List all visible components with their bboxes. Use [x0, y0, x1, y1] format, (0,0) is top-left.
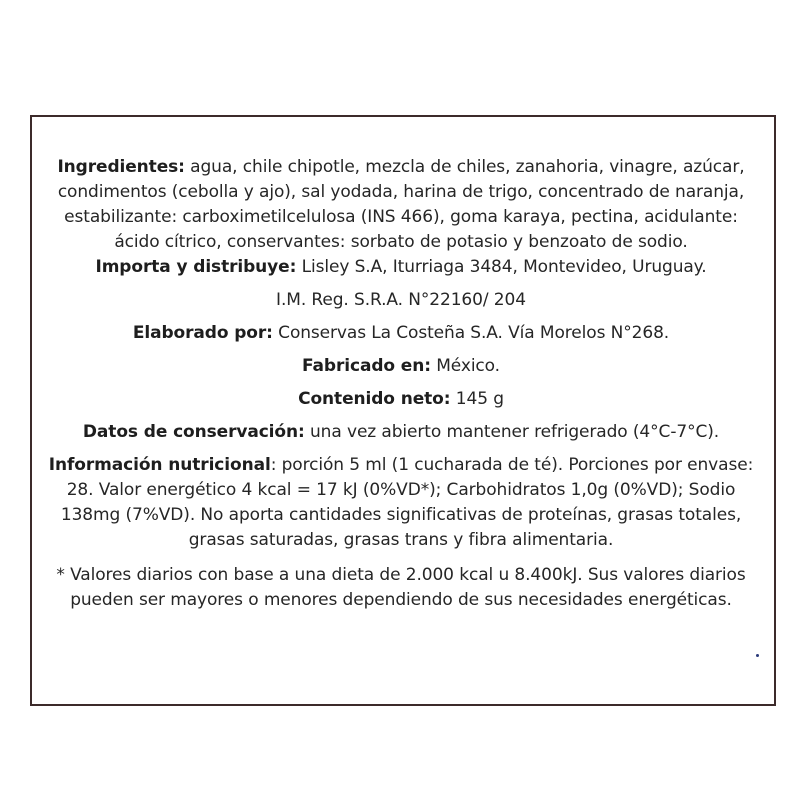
label-content	[44, 155, 758, 613]
footnote-text: * Valores diarios con base a una dieta de 2.000 kcal u 8.400kJ. Sus valores diarios pueden ser mayores o menores dependiendo de sus necesidades energéticas.	[56, 565, 746, 610]
nutrition-paragraph	[44, 453, 758, 553]
importer-text: Lisley S.A, Iturriaga 3484, Montevideo, Uruguay.	[296, 257, 707, 277]
origin-paragraph	[44, 354, 758, 379]
storage-text: una vez abierto mantener refrigerado (4°C-7°C).	[304, 422, 720, 442]
origin-label: Fabricado en:	[302, 356, 431, 376]
registry-text: I.M. Reg. S.R.A. N°22160/ 204	[276, 290, 526, 310]
manufacturer-label: Elaborado por:	[132, 323, 273, 343]
stray-dot	[756, 654, 759, 657]
registry-paragraph	[44, 288, 758, 313]
net-content-text: 145 g	[450, 389, 504, 409]
importer-label: Importa y distribuye:	[95, 257, 297, 277]
ingredients-text: agua, chile chipotle, mezcla de chiles, zanahoria, vinagre, azúcar, condimentos (cebolla y ajo), sal yodada, harina de trigo, concentrado de naranja, estabilizante: carboximetilcelulosa (INS 466), goma karaya, pectina, acidulante: ácido cítrico, conservantes: sorbato de potasio y benzoato de sodio.	[57, 157, 745, 252]
net-content-label: Contenido neto:	[298, 389, 451, 409]
storage-paragraph	[44, 420, 758, 445]
manufacturer-text: Conservas La Costeña S.A. Vía Morelos N°268.	[272, 323, 670, 343]
nutrition-label: Información nutricional	[48, 455, 271, 475]
origin-text: México.	[430, 356, 500, 376]
nutrition-text: : porción 5 ml (1 cucharada de té). Porciones por envase: 28. Valor energético 4 kcal = 17 kJ (0%VD*); Carbohidratos 1,0g (0%VD); Sodio 138mg (7%VD). No aporta cantidades significativas de proteínas, grasas totales, grasas saturadas, grasas trans y fibra alimentaria.	[60, 455, 754, 550]
importer-paragraph	[44, 255, 758, 280]
storage-label: Datos de conservación:	[82, 422, 305, 442]
manufacturer-paragraph	[44, 321, 758, 346]
net-content-paragraph	[44, 387, 758, 412]
footnote-paragraph	[44, 563, 758, 613]
ingredients-paragraph	[44, 155, 758, 255]
ingredients-label: Ingredientes:	[57, 157, 185, 177]
